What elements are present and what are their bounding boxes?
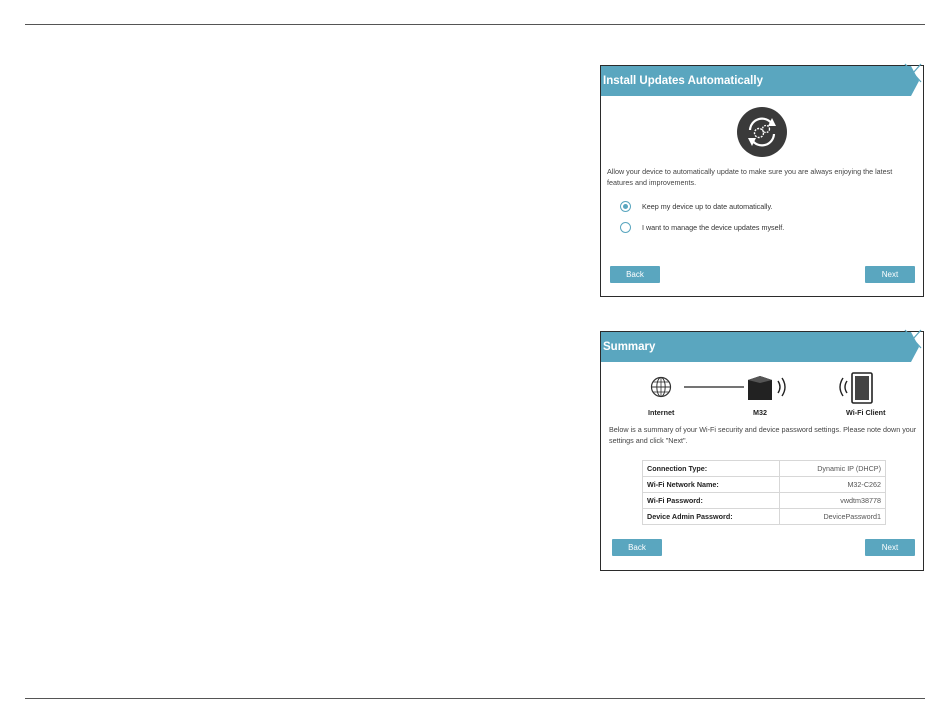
wifi-signal-icon bbox=[840, 378, 847, 396]
close-icon[interactable] bbox=[901, 326, 923, 352]
row-value: DevicePassword1 bbox=[780, 509, 886, 525]
radio-button[interactable] bbox=[620, 222, 631, 233]
radio-manual-update[interactable] bbox=[620, 219, 784, 235]
summary-description: Below is a summary of your Wi-Fi security and device password settings. Please note down your settings and click "Next". bbox=[609, 425, 917, 445]
globe-icon bbox=[652, 378, 671, 397]
row-key: Wi-Fi Password: bbox=[643, 493, 780, 509]
wifi-client-tablet-icon bbox=[852, 373, 872, 403]
row-value: Dynamic IP (DHCP) bbox=[780, 461, 886, 477]
row-value: M32-C262 bbox=[780, 477, 886, 493]
top-divider bbox=[25, 24, 925, 25]
row-value: vwdtm38778 bbox=[780, 493, 886, 509]
table-row bbox=[643, 477, 886, 493]
row-key: Connection Type: bbox=[643, 461, 780, 477]
next-button[interactable]: Next bbox=[865, 266, 915, 283]
device-label: M32 bbox=[753, 408, 767, 417]
row-key: Wi-Fi Network Name: bbox=[643, 477, 780, 493]
radio-auto-update[interactable] bbox=[620, 198, 773, 214]
next-button[interactable]: Next bbox=[865, 539, 915, 556]
summary-table bbox=[642, 460, 886, 525]
radio-label: Keep my device up to date automatically. bbox=[642, 201, 773, 211]
m32-router-icon bbox=[748, 376, 772, 400]
updates-description: Allow your device to automatically update to make sure you are always enjoying the latest features and improvements. bbox=[607, 167, 893, 187]
table-row bbox=[643, 509, 886, 525]
radio-label: I want to manage the device updates myself. bbox=[642, 222, 785, 232]
client-label: Wi-Fi Client bbox=[846, 408, 886, 417]
auto-update-gear-icon bbox=[736, 106, 788, 158]
summary-dialog bbox=[600, 331, 924, 571]
back-button[interactable]: Back bbox=[612, 539, 662, 556]
network-topology bbox=[641, 370, 891, 406]
dialog-title: Summary bbox=[601, 332, 911, 362]
close-icon[interactable] bbox=[901, 60, 923, 86]
back-button[interactable]: Back bbox=[610, 266, 660, 283]
radio-button-selected[interactable] bbox=[620, 201, 631, 212]
bottom-divider bbox=[25, 698, 925, 699]
install-updates-dialog bbox=[600, 65, 924, 297]
row-key: Device Admin Password: bbox=[643, 509, 780, 525]
wifi-signal-icon bbox=[778, 378, 785, 396]
table-row bbox=[643, 493, 886, 509]
internet-label: Internet bbox=[648, 408, 675, 417]
dialog-title: Install Updates Automatically bbox=[601, 66, 911, 96]
table-row bbox=[643, 461, 886, 477]
